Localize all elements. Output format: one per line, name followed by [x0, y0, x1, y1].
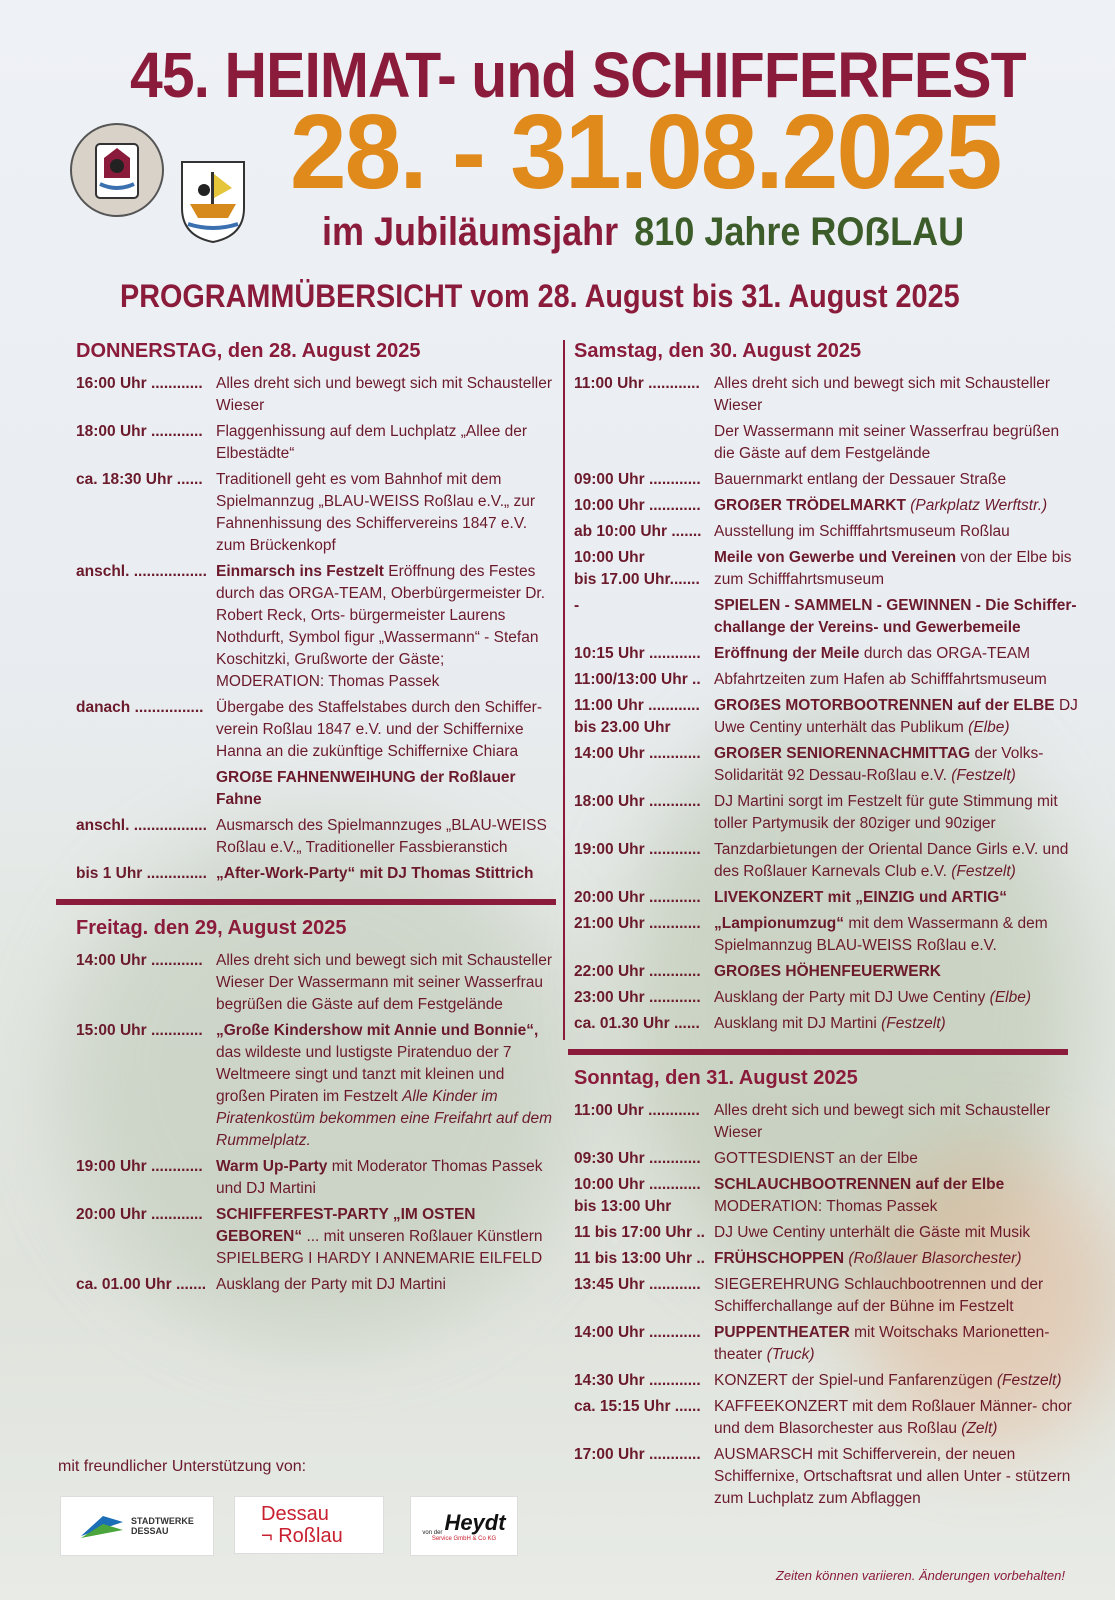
event-description [714, 987, 1079, 1009]
event-time: ca. 15:15 Uhr ...... [574, 1398, 701, 1415]
event-description [714, 595, 1079, 639]
event-time: ab 10:00 Uhr ....... [574, 523, 702, 540]
heydt-pre-text: von der [422, 1530, 443, 1536]
event-description [714, 643, 1079, 665]
event-highlight: GROẞES MOTORBOOTRENNEN auf der ELBE [714, 697, 1055, 714]
event-row [76, 1274, 556, 1296]
event-text: KAFFEEKONZERT mit dem Roßlauer Männer- chor und dem Blasorchester aus Roßlau [714, 1398, 1072, 1437]
event-description [216, 815, 556, 859]
event-time: 10:00 Uhr bis 17.00 Uhr....... [574, 549, 700, 588]
event-text: Ausklang der Party mit DJ Uwe Centiny [714, 989, 986, 1006]
event-row [574, 521, 1079, 543]
event-location: (Festzelt) [881, 1015, 946, 1032]
event-time: anschl. ................. [76, 563, 207, 580]
event-description [216, 1020, 556, 1152]
event-highlight: Meile von Gewerbe und Vereinen [714, 549, 957, 566]
event-row [574, 913, 1079, 957]
event-description [216, 950, 556, 1016]
event-row [574, 695, 1079, 739]
event-location: (Roßlauer Blasorchester) [848, 1250, 1022, 1267]
event-time: 13:45 Uhr ............ [574, 1276, 701, 1293]
event-description [216, 863, 556, 885]
event-highlight: Einmarsch ins Festzelt [216, 563, 384, 580]
event-description [714, 1396, 1079, 1440]
event-location: Alle Kinder im Piratenkostüm bekommen eine Freifahrt auf dem Rummelplatz. [216, 1088, 552, 1149]
event-highlight: SCHLAUCHBOOTRENNEN auf der Elbe [714, 1176, 1005, 1193]
event-description [714, 1444, 1079, 1510]
event-row [574, 1396, 1079, 1440]
event-row [574, 1174, 1079, 1218]
event-text: mit dem Wassermann & dem Spielmannzug BLAU-WEISS Roßlau e.V. [714, 915, 1048, 954]
event-row [574, 1100, 1079, 1144]
festival-dates: 28. - 31.08.2025 [290, 93, 1001, 211]
event-time: 16:00 Uhr ............ [76, 375, 203, 392]
event-text: DJ Uwe Centiny unterhält die Gäste mit Musik [714, 1224, 1031, 1241]
event-description [714, 1322, 1079, 1366]
event-time: 17:00 Uhr ............ [574, 1446, 701, 1463]
event-highlight: SPIELEN - SAMMELN - GEWINNEN - Die Schiffer- challange der Vereins- und Gewerbemeile [714, 597, 1077, 636]
saturday-heading: Samstag, den 30. August 2025 [574, 340, 862, 362]
event-row [574, 1013, 1079, 1035]
event-description [216, 1204, 556, 1270]
dessau-text: Dessau [261, 1503, 329, 1525]
event-time: 20:00 Uhr ............ [574, 889, 701, 906]
event-text: Eröffnung des Festes durch das ORGA-TEAM, Oberbürgermeister Dr. Robert Reck, Orts- bürgermeister Laurens Nothdurft, Symbol figur „Wassermann“ - Stefan Koschitzki, Grußworte der Gäste; MODERATION: Thomas Passek [216, 563, 546, 690]
left-column [76, 340, 556, 1300]
event-location: (Zelt) [961, 1420, 998, 1437]
event-description [714, 1148, 1079, 1170]
event-row [574, 469, 1079, 491]
event-time: bis 1 Uhr .............. [76, 865, 207, 882]
sponsor-heydt-logo [410, 1496, 518, 1556]
event-description [714, 961, 1079, 983]
event-text: SIEGEREHRUNG Schlauchbootrennen und der Schifferchallange auf der Bühne im Festzelt [714, 1276, 1044, 1315]
event-time: 22:00 Uhr ............ [574, 963, 701, 980]
thursday-heading: DONNERSTAG, den 28. August 2025 [76, 340, 421, 362]
event-location: (Festzelt) [951, 767, 1016, 784]
event-description [714, 469, 1079, 491]
event-description [216, 1156, 556, 1200]
event-text: Übergabe des Staffelstabes durch den Schiffer- verein Roßlau 1847 e.V. und der Schiffernixe Hanna an die zukünftige Schiffernixe Chiara [216, 699, 542, 760]
event-row [574, 1222, 1079, 1244]
event-time: 11 bis 17:00 Uhr .. [574, 1224, 705, 1241]
thursday-events [76, 373, 556, 885]
event-row [76, 1204, 556, 1270]
event-highlight: „After-Work-Party“ mit DJ Thomas Stittrich [216, 865, 534, 882]
event-row [574, 595, 1079, 639]
heydt-text: Heydt [444, 1510, 506, 1535]
festival-title: 45. HEIMAT- und SCHIFFERFEST [130, 39, 1026, 111]
event-text: Alles dreht sich und bewegt sich mit Schausteller Wieser [216, 375, 552, 414]
event-row [574, 839, 1079, 883]
event-text: Alles dreht sich und bewegt sich mit Schausteller Wieser Der Wassermann mit seiner Wasserfrau begrüßen die Gäste auf dem Festgelände [216, 952, 552, 1013]
event-description [714, 373, 1079, 417]
event-row [76, 1156, 556, 1200]
event-row [574, 961, 1079, 983]
event-text: Traditionell geht es vom Bahnhof mit dem Spielmannzug „BLAU-WEISS Roßlau e.V.„ zur Fahnenhissung des Schiffervereins 1847 e.V. zum Brückenkopf [216, 471, 536, 554]
event-description [714, 669, 1079, 691]
event-description [714, 1222, 1079, 1244]
event-row [574, 495, 1079, 517]
jubilee-year-text: im Jubiläumsjahr [322, 210, 619, 254]
event-time: 14:00 Uhr ............ [574, 1324, 701, 1341]
event-description [714, 791, 1079, 835]
friday-heading: Freitag. den 29, August 2025 [76, 917, 347, 939]
event-text: Flaggenhissung auf dem Luchplatz „Allee der Elbestädte“ [216, 423, 528, 462]
event-location: (Festzelt) [996, 1372, 1062, 1389]
event-highlight: Eröffnung der Meile [714, 645, 860, 662]
support-text: mit freundlicher Unterstützung von: [58, 1458, 307, 1475]
event-location: (Parkplatz Werftstr.) [910, 497, 1048, 514]
event-row [574, 669, 1079, 691]
event-text: mit Moderator Thomas Passek und DJ Martini [216, 1158, 543, 1197]
event-description [216, 421, 556, 465]
event-highlight: „Große Kindershow mit Annie und Bonnie“, [216, 1022, 539, 1039]
event-row [76, 863, 556, 885]
event-time: 14:00 Uhr ............ [574, 745, 701, 762]
event-text: Ausklang der Party mit DJ Martini [216, 1276, 446, 1293]
event-location: (Elbe) [989, 989, 1032, 1006]
event-description [714, 547, 1079, 591]
event-row [574, 643, 1079, 665]
event-row [76, 697, 556, 763]
event-description [216, 1274, 556, 1296]
event-location: (Festzelt) [951, 863, 1016, 880]
event-highlight: FRÜHSCHOPPEN [714, 1250, 845, 1267]
event-time: 11:00 Uhr ............ [574, 1102, 700, 1119]
event-time: 11 bis 13:00 Uhr .. [574, 1250, 705, 1267]
event-time: ca. 01.30 Uhr ...... [574, 1015, 700, 1032]
event-row [574, 1148, 1079, 1170]
event-highlight: „Lampionumzug“ [714, 915, 845, 932]
event-time: 23:00 Uhr ............ [574, 989, 701, 1006]
event-description [714, 1174, 1079, 1218]
event-time: 10:00 Uhr ............ bis 13:00 Uhr [574, 1176, 701, 1215]
event-description [714, 1248, 1079, 1270]
event-description [714, 521, 1079, 543]
event-text: Bauernmarkt entlang der Dessauer Straße [714, 471, 1007, 488]
event-time: 11:00 Uhr ............ bis 23.00 Uhr [574, 697, 700, 736]
event-text: Ausklang mit DJ Martini [714, 1015, 877, 1032]
event-location: (Elbe) [968, 719, 1010, 736]
event-time: 21:00 Uhr ............ [574, 915, 701, 932]
event-description [714, 1370, 1079, 1392]
event-row [574, 791, 1079, 835]
jubilee-810-text: 810 Jahre ROẞLAU [634, 210, 965, 254]
event-description [714, 1013, 1079, 1035]
city-crest-rosslau-icon [66, 118, 168, 222]
event-description [714, 421, 1079, 465]
event-description [714, 887, 1079, 909]
sunday-events [574, 1100, 1079, 1510]
event-location: (Truck) [766, 1346, 815, 1363]
right-column [574, 340, 1079, 1514]
stadtwerke-mark-icon [79, 1510, 125, 1542]
event-time: 19:00 Uhr ............ [76, 1158, 203, 1175]
event-text: Alles dreht sich und bewegt sich mit Schausteller Wieser [714, 1102, 1050, 1141]
event-highlight: GROẞE FAHNENWEIHUNG der Roßlauer Fahne [216, 769, 516, 808]
event-row [574, 421, 1079, 465]
column-divider [563, 340, 565, 1040]
event-time: 10:00 Uhr ............ [574, 497, 701, 514]
event-description [216, 373, 556, 417]
event-row [574, 887, 1079, 909]
event-time [574, 421, 714, 465]
event-time: anschl. ................. [76, 817, 207, 834]
event-highlight: PUPPENTHEATER [714, 1324, 850, 1341]
event-text: KONZERT der Spiel-und Fanfarenzügen [714, 1372, 993, 1389]
event-row [574, 1322, 1079, 1366]
event-text: ... mit unseren Roßlauer Künstlern SPIELBERG I HARDY I ANNEMARIE EILFELD [216, 1228, 543, 1267]
event-time: 11:00 Uhr ............ [574, 375, 700, 392]
event-time: 09:30 Uhr ............ [574, 1150, 701, 1167]
event-row [574, 373, 1079, 417]
event-highlight: GROẞES HÖHENFEUERWERK [714, 963, 941, 980]
section-divider [568, 1049, 1068, 1055]
event-text: durch das ORGA-TEAM [863, 645, 1031, 662]
event-description [216, 697, 556, 763]
event-time: 18:00 Uhr ............ [574, 793, 701, 810]
event-text: Tanzdarbietungen der Oriental Dance Girls e.V. und des Roßlauer Karnevals Club e.V. [714, 841, 1069, 880]
event-text: DJ Uwe Centiny unterhält das Publikum [714, 697, 1078, 736]
event-row [76, 373, 556, 417]
event-time: danach ................ [76, 699, 204, 716]
event-row [76, 561, 556, 693]
event-time: ca. 18:30 Uhr ...... [76, 471, 203, 488]
event-row [574, 1274, 1079, 1318]
event-row [76, 421, 556, 465]
saturday-events [574, 373, 1079, 1035]
event-description [714, 495, 1079, 517]
program-overview-heading: PROGRAMMÜBERSICHT vom 28. August bis 31. August 2025 [120, 278, 960, 314]
event-highlight: GROẞER TRÖDELMARKT [714, 497, 906, 514]
event-highlight: SCHIFFERFEST-PARTY „IM OSTEN GEBOREN“ [216, 1206, 476, 1245]
stadtwerke-text: STADTWERKE DESSAU [131, 1516, 194, 1536]
event-time: 15:00 Uhr ............ [76, 1022, 203, 1039]
disclaimer-note: Zeiten können variieren. Änderungen vorbehalten! [775, 1568, 1065, 1583]
event-text: der Volks- Solidarität 92 Dessau-Roßlau e.V. [714, 745, 1044, 784]
event-row [76, 950, 556, 1016]
event-row [574, 1370, 1079, 1392]
event-time: - [574, 597, 580, 614]
event-time: 14:00 Uhr ............ [76, 952, 203, 969]
sunday-heading: Sonntag, den 31. August 2025 [574, 1067, 858, 1089]
event-description [714, 743, 1079, 787]
event-description [714, 1100, 1079, 1144]
event-text: das wildeste und lustigste Piratenduo der 7 Weltmeere singt und tanzt mit kleinen und großen Piraten im Festzelt [216, 1044, 512, 1105]
event-text: mit Woitschaks Marionetten- theater [714, 1324, 1050, 1363]
event-description [216, 469, 556, 557]
friday-events [76, 950, 556, 1296]
event-description [714, 913, 1079, 957]
event-text: MODERATION: Thomas Passek [714, 1198, 938, 1215]
sponsor-dessau-rosslau-logo [234, 1496, 384, 1554]
event-text: Ausstellung im Schifffahrtsmuseum Roßlau [714, 523, 1010, 540]
event-row [574, 987, 1079, 1009]
event-time: 18:00 Uhr ............ [76, 423, 203, 440]
event-row [574, 547, 1079, 591]
sponsor-stadtwerke-logo [60, 1496, 214, 1556]
event-text: Der Wassermann mit seiner Wasserfrau begrüßen die Gäste auf dem Festgelände [714, 423, 1060, 462]
event-text: GOTTESDIENST an der Elbe [714, 1150, 918, 1167]
event-text: DJ Martini sorgt im Festzelt für gute Stimmung mit toller Partymusik der 80ziger und 90ziger [714, 793, 1058, 832]
event-row [574, 743, 1079, 787]
event-time [76, 767, 216, 811]
section-divider [56, 899, 556, 905]
event-time: 09:00 Uhr ............ [574, 471, 701, 488]
rosslau-text: ¬ Roßlau [261, 1525, 343, 1547]
event-text: Ausmarsch des Spielmannzuges „BLAU-WEISS Roßlau e.V.„ Traditioneller Fassbieranstich [216, 817, 547, 856]
event-text: von der Elbe bis zum Schifffahrtsmuseum [714, 549, 1072, 588]
event-description [714, 695, 1079, 739]
event-text: Abfahrtzeiten zum Hafen ab Schifffahrtsmuseum [714, 671, 1047, 688]
event-time: 19:00 Uhr ............ [574, 841, 701, 858]
heydt-small-text: Service GmbH & Co KG [431, 1536, 497, 1542]
event-time: 11:00/13:00 Uhr .. [574, 671, 701, 688]
event-description [216, 767, 556, 811]
event-row [76, 815, 556, 859]
event-text: AUSMARSCH mit Schifferverein, der neuen Schiffernixe, Ortschaftsrat und allen Unter - stützern zum Luchplatz zum Abflaggen [714, 1446, 1071, 1507]
event-description [216, 561, 556, 693]
event-text: Alles dreht sich und bewegt sich mit Schausteller Wieser [714, 375, 1050, 414]
jubilee-line [322, 210, 964, 255]
event-time: 10:15 Uhr ............ [574, 645, 701, 662]
ship-crest-icon [178, 158, 248, 244]
event-time: ca. 01.00 Uhr ....... [76, 1276, 207, 1293]
event-row [76, 469, 556, 557]
event-description [714, 1274, 1079, 1318]
event-highlight: Warm Up-Party [216, 1158, 328, 1175]
event-time: 14:30 Uhr ............ [574, 1372, 701, 1389]
event-description [714, 839, 1079, 883]
event-row [76, 1020, 556, 1152]
event-highlight: GROẞER SENIORENNACHMITTAG [714, 745, 971, 762]
event-row [574, 1444, 1079, 1510]
event-row [76, 767, 556, 811]
event-row [574, 1248, 1079, 1270]
event-time: 20:00 Uhr ............ [76, 1206, 203, 1223]
event-highlight: LIVEKONZERT mit „EINZIG und ARTIG“ [714, 889, 1008, 906]
